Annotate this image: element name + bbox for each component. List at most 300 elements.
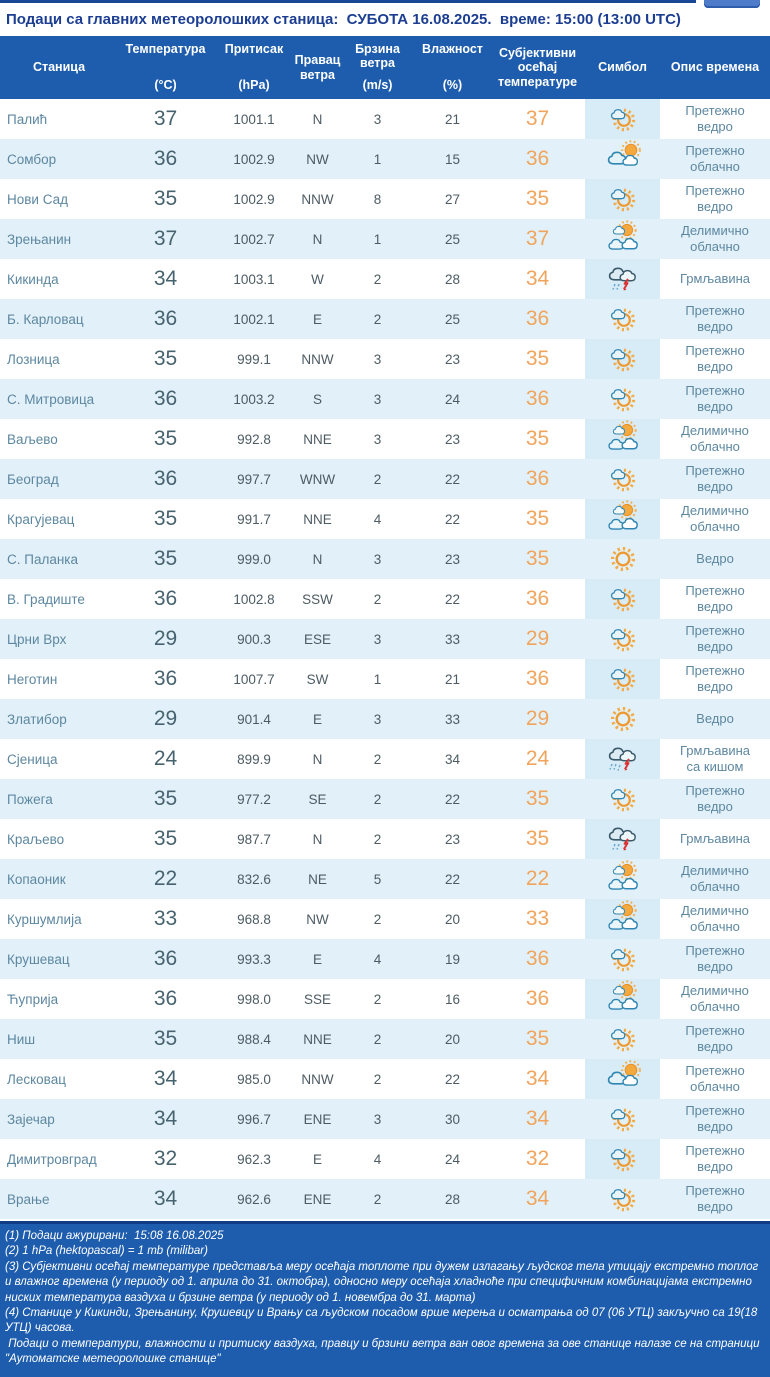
feels-like-value: 24 bbox=[525, 747, 550, 770]
weather-description: Претежно ведро bbox=[660, 1019, 770, 1059]
wind-speed-value: 2 bbox=[340, 1179, 415, 1219]
station-name: Палић bbox=[7, 111, 48, 127]
column-label: Температура bbox=[125, 42, 206, 56]
wind-direction-value: NNE bbox=[303, 431, 332, 447]
wind-direction-value: ENE bbox=[295, 1099, 340, 1139]
wind-speed-value: 8 bbox=[373, 191, 382, 207]
wind-speed-value: 1 bbox=[340, 139, 415, 179]
wind-speed-value: 2 bbox=[373, 831, 382, 847]
feels-like-value: 35 bbox=[525, 827, 550, 850]
wind-speed-value: 2 bbox=[340, 1019, 415, 1059]
wind-speed-value: 2 bbox=[373, 751, 382, 767]
temperature-value: 24 bbox=[153, 747, 178, 770]
table-row bbox=[0, 459, 770, 499]
feels-like-value: 35 bbox=[490, 1019, 585, 1059]
table-row bbox=[0, 259, 770, 299]
pretezno-vedro-icon bbox=[602, 381, 644, 417]
wind-speed-value: 3 bbox=[340, 619, 415, 659]
column-header-symbol bbox=[585, 36, 660, 99]
temperature-value: 35 bbox=[153, 507, 178, 530]
station-name: Ниш bbox=[0, 1019, 118, 1059]
wind-direction-value: WNW bbox=[295, 459, 340, 499]
wind-speed-value: 3 bbox=[373, 351, 382, 367]
weather-description: Претежно ведро bbox=[660, 619, 770, 659]
wind-direction-value: E bbox=[295, 299, 340, 339]
station-name: Црни Врх bbox=[0, 619, 118, 659]
symbol-cell bbox=[585, 1099, 660, 1139]
table-header-row bbox=[0, 36, 770, 99]
vedro-icon bbox=[602, 701, 644, 737]
wind-direction-value: E bbox=[295, 939, 340, 979]
wind-direction-value: ESE bbox=[295, 619, 340, 659]
station-name: Београд bbox=[0, 459, 118, 499]
pressure-value: 900.3 bbox=[213, 619, 295, 659]
weather-description: Претежно ведро bbox=[685, 183, 745, 214]
pressure-value: 832.6 bbox=[213, 859, 295, 899]
feels-like-value: 36 bbox=[490, 139, 585, 179]
pretezno-vedro-icon bbox=[602, 621, 644, 657]
temperature-value: 29 bbox=[118, 619, 213, 659]
symbol-cell bbox=[585, 339, 660, 379]
pressure-value: 899.9 bbox=[237, 751, 271, 767]
pretezno-vedro-icon bbox=[602, 661, 644, 697]
pretezno-oblacno-icon bbox=[602, 1061, 644, 1097]
temperature-value: 22 bbox=[118, 859, 213, 899]
table-row bbox=[0, 979, 770, 1019]
feels-like-value: 37 bbox=[490, 219, 585, 259]
wind-speed-value: 3 bbox=[373, 111, 382, 127]
footnote: (1) Подаци ажурирани: 15:08 16.08.2025 bbox=[5, 1230, 224, 1242]
humidity-value: 25 bbox=[415, 219, 490, 259]
wind-direction-value: NE bbox=[295, 859, 340, 899]
table-row bbox=[0, 299, 770, 339]
symbol-cell bbox=[585, 499, 660, 539]
footnote: (2) 1 hPa (hektopascal) = 1 mb (milibar) bbox=[5, 1245, 208, 1258]
pressure-value: 1002.1 bbox=[213, 299, 295, 339]
wind-direction-value: NW bbox=[306, 911, 329, 927]
page-title: Подаци са главних метеоролошких станица: СУБОТА 16.08.2025. време: 15:00 (13:00 UTC) bbox=[6, 11, 681, 28]
wind-speed-value: 4 bbox=[373, 1151, 382, 1167]
pressure-value: 993.3 bbox=[213, 939, 295, 979]
pretezno-vedro-icon bbox=[602, 101, 644, 137]
feels-like-value: 35 bbox=[525, 347, 550, 370]
feels-like-value: 34 bbox=[525, 1067, 550, 1090]
table-row bbox=[0, 819, 770, 859]
column-label: Правац ветра bbox=[294, 53, 341, 82]
table-row bbox=[0, 859, 770, 899]
temperature-value: 36 bbox=[153, 987, 178, 1010]
temperature-value: 36 bbox=[153, 587, 178, 610]
grmljavina-sa-kisom-icon bbox=[602, 741, 644, 777]
humidity-value: 21 bbox=[444, 671, 461, 687]
delimicno-oblacno-icon bbox=[602, 861, 644, 897]
weather-description: Претежно облачно bbox=[685, 1063, 745, 1094]
weather-description: Претежно ведро bbox=[660, 939, 770, 979]
pressure-value: 977.2 bbox=[213, 779, 295, 819]
symbol-cell bbox=[585, 1059, 660, 1099]
pressure-value: 985.0 bbox=[237, 1071, 271, 1087]
pretezno-vedro-icon bbox=[602, 1101, 644, 1137]
symbol-cell bbox=[585, 379, 660, 419]
station-name: Лозница bbox=[7, 351, 60, 367]
wind-direction-value: W bbox=[311, 271, 324, 287]
wind-direction-value: N bbox=[295, 539, 340, 579]
symbol-cell bbox=[585, 619, 660, 659]
column-label: Опис времена bbox=[670, 60, 760, 75]
table-row bbox=[0, 499, 770, 539]
table-row bbox=[0, 739, 770, 779]
footnote: (4) Станице у Кикинди, Зрењанину, Крушевцу и Врању са људском посадом врше мерења и осматрања од 07 (06 УТЦ) закључно са 19(18 УТЦ) часова. bbox=[5, 1307, 761, 1335]
table-row bbox=[0, 1059, 770, 1099]
weather-description: Ведро bbox=[660, 699, 770, 739]
temperature-value: 35 bbox=[118, 1019, 213, 1059]
station-name: Димитровград bbox=[7, 1151, 97, 1167]
weather-description: Грмљавина bbox=[679, 831, 751, 847]
wind-speed-value: 3 bbox=[340, 1099, 415, 1139]
feels-like-value: 35 bbox=[490, 539, 585, 579]
grmljavina-icon bbox=[602, 821, 644, 857]
pressure-value: 968.8 bbox=[237, 911, 271, 927]
pressure-value: 992.8 bbox=[237, 431, 271, 447]
temperature-value: 35 bbox=[118, 779, 213, 819]
feels-like-value: 36 bbox=[490, 939, 585, 979]
column-header-feels_like bbox=[490, 36, 585, 99]
pretezno-vedro-icon bbox=[602, 341, 644, 377]
table-row bbox=[0, 779, 770, 819]
temperature-value: 29 bbox=[118, 699, 213, 739]
pretezno-vedro-icon bbox=[602, 301, 644, 337]
humidity-value: 16 bbox=[444, 991, 461, 1007]
table-row bbox=[0, 659, 770, 699]
station-name: Б. Карловац bbox=[0, 299, 118, 339]
column-label: Станица bbox=[32, 60, 86, 75]
pressure-value: 1003.2 bbox=[213, 379, 295, 419]
column-label: Симбол bbox=[598, 60, 647, 75]
weather-description: Претежно ведро bbox=[685, 343, 745, 374]
station-name: Кикинда bbox=[7, 271, 59, 287]
footnotes-panel bbox=[0, 1221, 770, 1377]
temperature-value: 32 bbox=[153, 1147, 178, 1170]
feels-like-value: 36 bbox=[490, 299, 585, 339]
column-header-temperature bbox=[118, 36, 213, 99]
humidity-value: 22 bbox=[444, 591, 461, 607]
station-name: С. Паланка bbox=[0, 539, 118, 579]
weather-description: Ведро bbox=[660, 539, 770, 579]
humidity-value: 22 bbox=[415, 859, 490, 899]
symbol-cell bbox=[585, 939, 660, 979]
humidity-value: 27 bbox=[444, 191, 461, 207]
weather-description: Грмљавина bbox=[679, 271, 751, 287]
symbol-cell bbox=[585, 419, 660, 459]
column-header-wind_speed bbox=[340, 36, 415, 99]
language-switch-button-fragment[interactable] bbox=[704, 0, 760, 8]
temperature-value: 36 bbox=[118, 379, 213, 419]
wind-speed-value: 2 bbox=[340, 459, 415, 499]
symbol-cell bbox=[585, 1019, 660, 1059]
wind-direction-value: S bbox=[295, 379, 340, 419]
weather-description: Претежно облачно bbox=[660, 139, 770, 179]
symbol-cell bbox=[585, 659, 660, 699]
weather-description: Делимично облачно bbox=[681, 503, 749, 534]
humidity-value: 20 bbox=[415, 1019, 490, 1059]
humidity-value: 24 bbox=[415, 379, 490, 419]
wind-speed-value: 4 bbox=[373, 511, 382, 527]
table-row bbox=[0, 1099, 770, 1139]
symbol-cell bbox=[585, 779, 660, 819]
wind-speed-value: 1 bbox=[373, 671, 382, 687]
feels-like-value: 35 bbox=[525, 427, 550, 450]
weather-description: Претежно ведро bbox=[660, 299, 770, 339]
feels-like-value: 36 bbox=[490, 379, 585, 419]
wind-direction-value: SSW bbox=[302, 591, 333, 607]
humidity-value: 15 bbox=[415, 139, 490, 179]
humidity-value: 23 bbox=[444, 431, 461, 447]
symbol-cell bbox=[585, 139, 660, 179]
wind-speed-value: 2 bbox=[373, 911, 382, 927]
column-header-description bbox=[660, 36, 770, 99]
humidity-value: 24 bbox=[444, 1151, 461, 1167]
station-name: Копаоник bbox=[0, 859, 118, 899]
wind-speed-value: 2 bbox=[340, 779, 415, 819]
table-row bbox=[0, 99, 770, 139]
wind-speed-value: 2 bbox=[340, 299, 415, 339]
weather-description: Делимично облачно bbox=[681, 903, 749, 934]
column-label: Субјективни осећај температуре bbox=[497, 45, 578, 89]
symbol-cell bbox=[585, 299, 660, 339]
temperature-value: 36 bbox=[118, 299, 213, 339]
temperature-value: 36 bbox=[118, 939, 213, 979]
wind-speed-value: 2 bbox=[373, 271, 382, 287]
humidity-value: 23 bbox=[415, 539, 490, 579]
column-header-pressure bbox=[213, 36, 295, 99]
station-name: Златибор bbox=[0, 699, 118, 739]
feels-like-value: 22 bbox=[490, 859, 585, 899]
weather-description: Претежно ведро bbox=[685, 1143, 745, 1174]
top-divider-line bbox=[0, 0, 696, 3]
symbol-cell bbox=[585, 1179, 660, 1219]
temperature-value: 35 bbox=[153, 187, 178, 210]
wind-direction-value: NNW bbox=[301, 1071, 334, 1087]
table-row bbox=[0, 219, 770, 259]
pressure-value: 962.3 bbox=[237, 1151, 271, 1167]
humidity-value: 22 bbox=[415, 459, 490, 499]
feels-like-value: 35 bbox=[525, 507, 550, 530]
vedro-icon bbox=[602, 541, 644, 577]
column-unit: (m/s) bbox=[362, 78, 393, 93]
stations-table bbox=[0, 36, 770, 1219]
delimicno-oblacno-icon bbox=[602, 981, 644, 1017]
wind-direction-value: SE bbox=[295, 779, 340, 819]
pressure-value: 997.7 bbox=[213, 459, 295, 499]
table-header bbox=[0, 36, 770, 99]
wind-direction-value: SW bbox=[306, 671, 329, 687]
humidity-value: 22 bbox=[444, 511, 461, 527]
pressure-value: 1002.9 bbox=[213, 139, 295, 179]
footnote: (3) Субјективни осећај температуре представља меру осећаја топлоте при дужем излагању људског тела утицају екстремно топлог и влажног времена (у периоду од 1. априла до 31. октобра), односно меру осећаја хладноће при специфичним комбинацијама екстремно ниских температура ваздуха и брзине ветра (у периоду од 1. новембра до 31. марта) bbox=[5, 1260, 762, 1304]
pretezno-vedro-icon bbox=[602, 941, 644, 977]
table-row bbox=[0, 339, 770, 379]
table-row bbox=[0, 619, 770, 659]
pressure-value: 998.0 bbox=[237, 991, 271, 1007]
table-row bbox=[0, 1139, 770, 1179]
feels-like-value: 32 bbox=[525, 1147, 550, 1170]
symbol-cell bbox=[585, 179, 660, 219]
pretezno-vedro-icon bbox=[602, 461, 644, 497]
table-row bbox=[0, 939, 770, 979]
humidity-value: 28 bbox=[444, 271, 461, 287]
feels-like-value: 36 bbox=[490, 459, 585, 499]
footnote: Подаци о температури, влажности и притиску ваздуха, правцу и брзини ветра ван овог времена за ове станице налазе се на страници "Аутоматске метеоролошке станице" bbox=[5, 1337, 763, 1366]
station-name: Крушевац bbox=[0, 939, 118, 979]
pressure-value: 1003.1 bbox=[233, 271, 275, 287]
symbol-cell bbox=[585, 819, 660, 859]
column-unit: (%) bbox=[442, 78, 463, 93]
station-name: Сјеница bbox=[7, 751, 58, 767]
weather-description: Делимично облачно bbox=[681, 423, 749, 454]
wind-speed-value: 5 bbox=[340, 859, 415, 899]
wind-direction-value: NNW bbox=[301, 191, 334, 207]
symbol-cell bbox=[585, 579, 660, 619]
feels-like-value: 35 bbox=[490, 779, 585, 819]
wind-direction-value: E bbox=[295, 699, 340, 739]
wind-direction-value: N bbox=[312, 751, 323, 767]
temperature-value: 35 bbox=[153, 827, 178, 850]
column-label: Притисак bbox=[224, 42, 284, 56]
weather-description: Претежно ведро bbox=[660, 1179, 770, 1219]
pressure-value: 991.7 bbox=[237, 511, 271, 527]
symbol-cell bbox=[585, 1139, 660, 1179]
symbol-cell bbox=[585, 899, 660, 939]
feels-like-value: 29 bbox=[490, 619, 585, 659]
table-row bbox=[0, 139, 770, 179]
temperature-value: 34 bbox=[153, 1067, 178, 1090]
station-name: Ћуприја bbox=[7, 991, 59, 1007]
wind-direction-value: NNW bbox=[301, 351, 334, 367]
column-label: Влажност bbox=[422, 42, 483, 56]
pressure-value: 1002.7 bbox=[213, 219, 295, 259]
wind-direction-value: N bbox=[312, 831, 323, 847]
station-name: Пожега bbox=[0, 779, 118, 819]
wind-speed-value: 1 bbox=[340, 219, 415, 259]
pressure-value: 987.7 bbox=[237, 831, 271, 847]
weather-description: Претежно ведро bbox=[685, 583, 745, 614]
feels-like-value: 34 bbox=[525, 267, 550, 290]
temperature-value: 35 bbox=[153, 347, 178, 370]
column-unit: (hPa) bbox=[238, 78, 270, 93]
feels-like-value: 33 bbox=[525, 907, 550, 930]
station-name: С. Митровица bbox=[0, 379, 118, 419]
symbol-cell bbox=[585, 219, 660, 259]
feels-like-value: 34 bbox=[490, 1179, 585, 1219]
pretezno-vedro-icon bbox=[602, 581, 644, 617]
delimicno-oblacno-icon bbox=[602, 501, 644, 537]
delimicno-oblacno-icon bbox=[602, 421, 644, 457]
pressure-value: 999.1 bbox=[237, 351, 271, 367]
humidity-value: 22 bbox=[415, 779, 490, 819]
humidity-value: 34 bbox=[444, 751, 461, 767]
table-row bbox=[0, 539, 770, 579]
symbol-cell bbox=[585, 459, 660, 499]
column-header-humidity bbox=[415, 36, 490, 99]
pressure-value: 988.4 bbox=[213, 1019, 295, 1059]
pretezno-vedro-icon bbox=[602, 1181, 644, 1217]
delimicno-oblacno-icon bbox=[602, 221, 644, 257]
station-name: Зајечар bbox=[0, 1099, 118, 1139]
weather-description: Претежно ведро bbox=[660, 379, 770, 419]
humidity-value: 20 bbox=[444, 911, 461, 927]
weather-description: Грмљавина са кишом bbox=[679, 743, 751, 774]
weather-description: Делимично облачно bbox=[660, 219, 770, 259]
wind-direction-value: ENE bbox=[295, 1179, 340, 1219]
wind-speed-value: 2 bbox=[373, 591, 382, 607]
table-row bbox=[0, 579, 770, 619]
temperature-value: 37 bbox=[118, 219, 213, 259]
wind-direction-value: SSE bbox=[303, 991, 331, 1007]
symbol-cell bbox=[585, 979, 660, 1019]
station-name: Неготин bbox=[7, 671, 58, 687]
station-name: Куршумлија bbox=[7, 911, 82, 927]
humidity-value: 28 bbox=[415, 1179, 490, 1219]
pretezno-vedro-icon bbox=[602, 181, 644, 217]
humidity-value: 30 bbox=[415, 1099, 490, 1139]
feels-like-value: 34 bbox=[490, 1099, 585, 1139]
pressure-value: 996.7 bbox=[213, 1099, 295, 1139]
wind-direction-value: NW bbox=[295, 139, 340, 179]
wind-speed-value: 3 bbox=[373, 431, 382, 447]
table-row bbox=[0, 699, 770, 739]
column-header-wind_direction bbox=[295, 36, 340, 99]
humidity-value: 25 bbox=[415, 299, 490, 339]
table-row bbox=[0, 1019, 770, 1059]
weather-description: Претежно ведро bbox=[685, 103, 745, 134]
temperature-value: 34 bbox=[118, 1099, 213, 1139]
station-name: Краљево bbox=[7, 831, 65, 847]
station-name: Ваљево bbox=[7, 431, 58, 447]
feels-like-value: 35 bbox=[525, 187, 550, 210]
wind-speed-value: 2 bbox=[373, 1071, 382, 1087]
symbol-cell bbox=[585, 99, 660, 139]
temperature-value: 36 bbox=[118, 459, 213, 499]
weather-description: Претежно ведро bbox=[660, 1099, 770, 1139]
wind-speed-value: 2 bbox=[373, 991, 382, 1007]
symbol-cell bbox=[585, 539, 660, 579]
wind-speed-value: 3 bbox=[340, 379, 415, 419]
column-unit: (°C) bbox=[154, 78, 177, 93]
table-row bbox=[0, 419, 770, 459]
table-row bbox=[0, 899, 770, 939]
temperature-value: 34 bbox=[153, 267, 178, 290]
wind-speed-value: 3 bbox=[340, 699, 415, 739]
delimicno-oblacno-icon bbox=[602, 901, 644, 937]
humidity-value: 22 bbox=[444, 1071, 461, 1087]
pressure-value: 1007.7 bbox=[233, 671, 275, 687]
station-name: Сомбор bbox=[0, 139, 118, 179]
pretezno-vedro-icon bbox=[602, 1141, 644, 1177]
station-name: Врање bbox=[0, 1179, 118, 1219]
temperature-value: 35 bbox=[153, 427, 178, 450]
weather-description: Претежно ведро bbox=[685, 663, 745, 694]
pressure-value: 999.0 bbox=[213, 539, 295, 579]
table-row bbox=[0, 179, 770, 219]
symbol-cell bbox=[585, 739, 660, 779]
humidity-value: 23 bbox=[444, 831, 461, 847]
symbol-cell bbox=[585, 859, 660, 899]
wind-direction-value: NNE bbox=[303, 511, 332, 527]
weather-description: Претежно ведро bbox=[660, 459, 770, 499]
pretezno-vedro-icon bbox=[602, 1021, 644, 1057]
symbol-cell bbox=[585, 259, 660, 299]
weather-description: Претежно ведро bbox=[660, 779, 770, 819]
